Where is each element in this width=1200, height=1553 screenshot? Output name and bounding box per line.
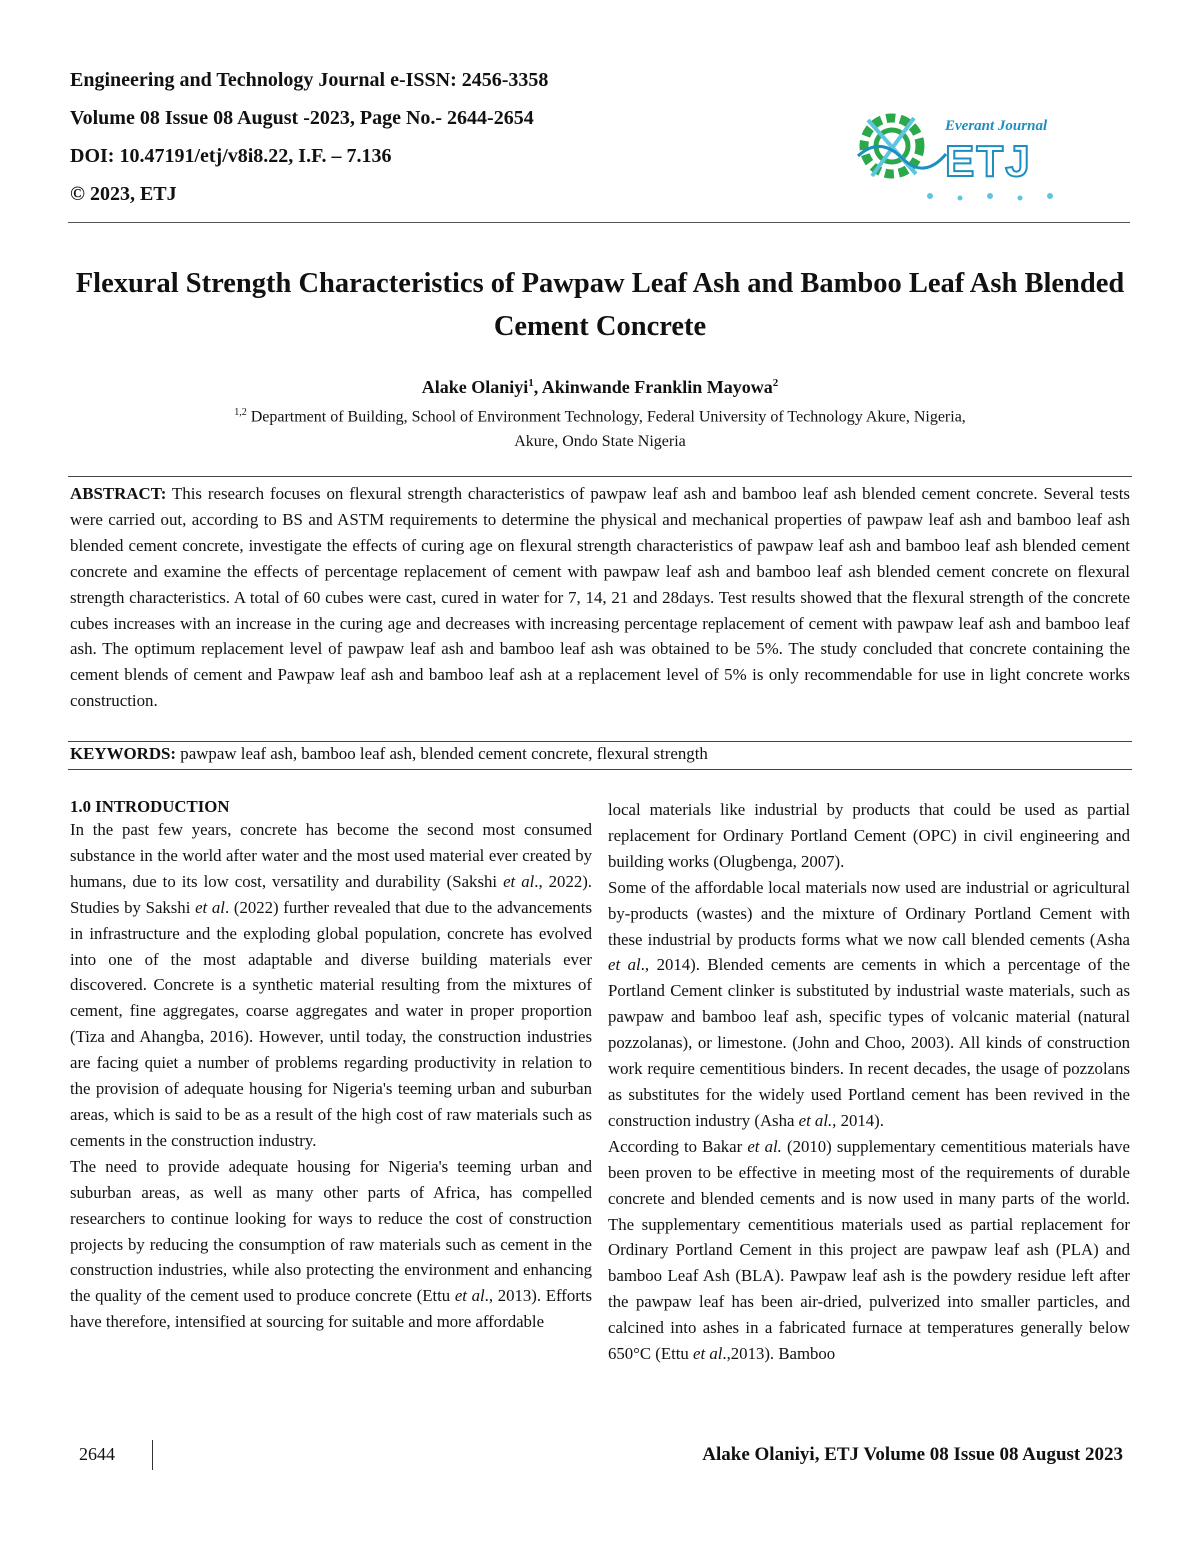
abstract — [70, 481, 1130, 714]
paragraph-text: In the past few years, concrete has become the second most consumed substance in the world after water and the most used material ever created by humans, due to its low cost, versatility and durability (Sakshi — [70, 820, 592, 891]
logo-small-text: Everant Journal — [945, 118, 1048, 134]
paragraph-text: According to Bakar — [608, 1136, 748, 1156]
abstract-label: ABSTRACT: — [70, 484, 167, 503]
affiliation — [100, 400, 1100, 454]
affiliation-mark: 1,2 — [234, 407, 247, 418]
header-divider — [68, 222, 1130, 223]
running-footer: Alake Olaniyi, ETJ Volume 08 Issue 08 August 2023 — [702, 1444, 1123, 1465]
paragraph-text: 2014). — [836, 1110, 884, 1130]
author-list — [100, 372, 1100, 398]
author-affiliation-mark: 2 — [772, 377, 779, 389]
citation-etal: et al — [195, 897, 225, 917]
paper-title: Flexural Strength Characteristics of Pawpaw Leaf Ash and Bamboo Leaf Ash Blended Cement Concrete — [75, 268, 1125, 342]
paragraph-text: ., 2022). Studies by Sakshi — [70, 871, 593, 917]
keywords-text: pawpaw leaf ash, bamboo leaf ash, blended cement concrete, flexural strength — [176, 744, 708, 763]
citation-etal: et al., — [798, 1110, 837, 1130]
journal-header — [70, 70, 690, 222]
paragraph-text: . (2022) further revealed that due to the advancements in infrastructure and the exploding global population, concrete has evolved into one of the most adaptable and diverse building materials ever discovered. Concrete is a synthetic material resulting from the mixtures of cement, fine aggregates, coarse aggregates and water in proper proportion (Tiza and Ahangba, 2016). However, until today, the construction industries are facing quiet a number of problems regarding productivity in relation to the provision of adequate housing for Nigeria's teeming urban and suburban areas, which is said to be as a result of the high cost of raw materials such as cements in the construction industry. — [70, 897, 593, 1150]
affiliation-line: Akure, Ondo State Nigeria — [514, 433, 686, 451]
affiliation-text: Department of Building, School of Environment Technology, Federal University of Technology Akure, Nigeria, — [246, 408, 966, 426]
author-name: Akinwande Franklin Mayowa — [541, 377, 773, 397]
etj-logo — [850, 96, 1075, 206]
body-paragraph — [70, 1154, 592, 1335]
paragraph-text: (2010) supplementary cementitious materials have been proven to be effective in meeting most of the requirements of durable concrete and blended cements and is now used in many parts of the world. The supplementary cementitious materials used as partial replacement for Ordinary Portland Cement in this project are pawpaw leaf ash (PLA) and bamboo Leaf Ash (BLA). Pawpaw leaf ash is the powdery residue left after the pawpaw leaf has been air-dried, pulverized into smaller particles, and calcined into ashes in a fabricated furnace at temperatures generally below 650°C (Ettu — [608, 1136, 1130, 1364]
abstract-top-divider — [68, 476, 1132, 477]
paragraph-text: ., 2013). Efforts have therefore, intensified at sourcing for suitable and more affordable — [70, 1286, 592, 1332]
logo-big-text: ETJ — [945, 137, 1032, 186]
journal-volume-pages: Volume 08 Issue 08 August -2023, Page No.- 2644-2654 — [70, 107, 534, 129]
right-column — [608, 797, 1130, 1367]
keywords-divider — [68, 769, 1132, 770]
footer-divider — [152, 1440, 153, 1470]
body-paragraph — [608, 1134, 1130, 1367]
abstract-text: This research focuses on flexural strength characteristics of pawpaw leaf ash and bamboo leaf ash blended cement concrete. Several tests were carried out, according to BS and ASTM requirements to determine the physical and mechanical properties of pawpaw leaf ash and bamboo leaf ash blended cement concrete, investigate the effects of curing age on flexural strength characteristics of pawpaw leaf ash and bamboo leaf ash blended cement concrete and examine the effects of percentage replacement of cement with pawpaw leaf ash and bamboo leaf ash blended cement concrete on flexural strength characteristics. A total of 60 cubes were cast, cured in water for 7, 14, 21 and 28days. Test results showed that the flexural strength of the concrete cubes increases with an increase in the curing age and decreases with increasing percentage replacement of cement with pawpaw leaf ash and bamboo leaf ash. The optimum replacement level of pawpaw leaf ash and bamboo leaf ash was obtained to be 5%. The study concluded that concrete containing the cement blends of cement and Pawpaw leaf ash and bamboo leaf ash at a replacement level of 5% is only recommendable for use in light concrete works construction. — [70, 484, 1130, 711]
journal-copyright: © 2023, ETJ — [70, 183, 177, 205]
paragraph-text: Some of the affordable local materials now used are industrial or agricultural by-products (wastes) and the mixture of Ordinary Portland Cement with these industrial by products forms what we now call blended cements (Asha — [608, 877, 1130, 949]
keywords-label: KEYWORDS: — [70, 744, 177, 763]
citation-etal: et al — [693, 1344, 723, 1364]
citation-etal: et al. — [747, 1136, 782, 1156]
body-paragraph — [608, 875, 1130, 1134]
author-name: Alake Olaniyi — [421, 377, 529, 397]
citation-etal: et al — [454, 1286, 485, 1306]
citation-etal: et al — [503, 871, 535, 891]
left-column — [70, 797, 592, 1335]
paragraph-text: The need to provide adequate housing for Nigeria's teeming urban and suburban areas, as well as many other parts of Africa, has compelled researchers to continue looking for ways to reduce the cost of construction projects by reducing the consumption of raw materials such as cement in the construction industries, while also protecting the environment and enhancing the quality of the cement used to produce concrete (Ettu — [70, 1156, 592, 1306]
keywords — [70, 742, 1130, 766]
logo-decoration — [927, 193, 1053, 201]
section-heading: 1.0 INTRODUCTION — [70, 797, 230, 816]
author-separator: , — [533, 377, 542, 397]
author-affiliation-mark: 1 — [528, 377, 534, 389]
paragraph-text: ., 2014). Blended cements are cements in which a percentage of the Portland Cement clinker is substituted by industrial waste materials, such as pawpaw and bamboo leaf ash, specific types of volcanic material (natural pozzolanas), or limestone. (John and Choo, 2003). All kinds of construction work require cementitious binders. In recent decades, the usage of pozzolans as substitutes for the widely used Portland cement has been revived in the construction industry (Asha — [608, 955, 1130, 1130]
body-paragraph: local materials like industrial by products that could be used as partial replacement for Ordinary Portland Cement (OPC) in civil engineering and building works (Olugbenga, 2007). — [608, 800, 1130, 871]
gear-icon — [858, 118, 946, 176]
journal-doi: DOI: 10.47191/etj/v8i8.22, I.F. – 7.136 — [70, 145, 392, 167]
paragraph-text: .,2013). Bamboo — [722, 1344, 836, 1364]
journal-name-issn: Engineering and Technology Journal e-ISSN: 2456-3358 — [70, 69, 549, 91]
page-number: 2644 — [79, 1444, 115, 1464]
citation-etal: et al — [608, 955, 641, 975]
body-paragraph — [70, 817, 592, 1154]
affiliation-line — [100, 400, 1100, 429]
